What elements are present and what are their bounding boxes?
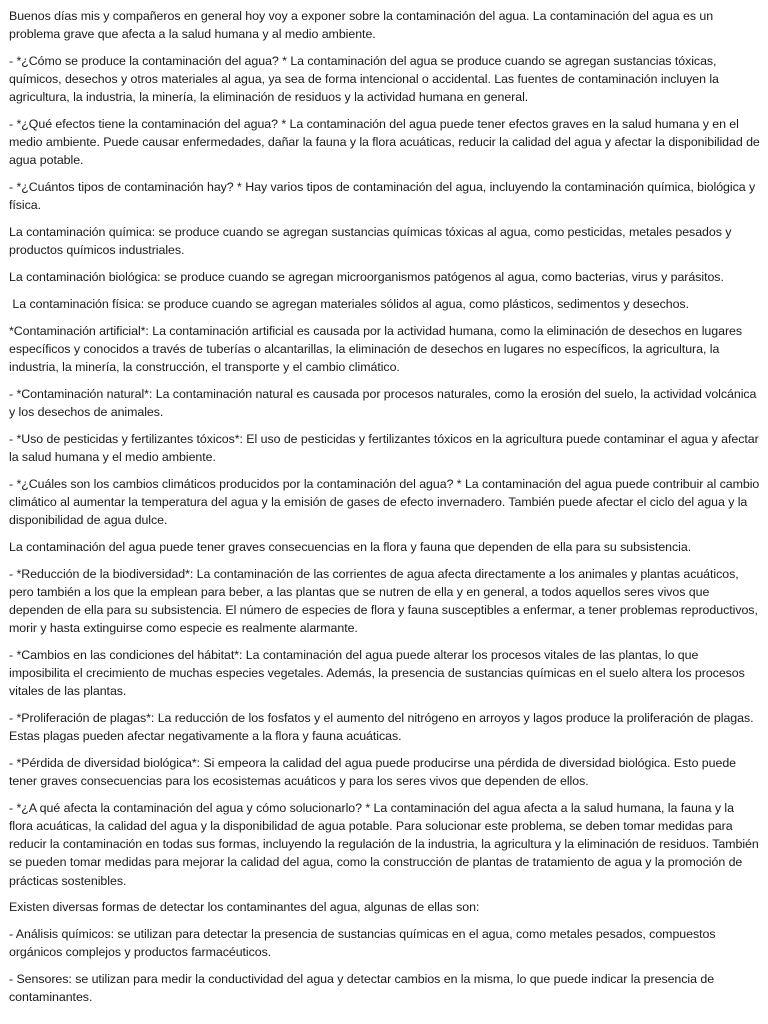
paragraph-intro: Buenos días mis y compañeros en general hoy voy a exponer sobre la contaminación del agua. La contaminación del agua es un problema grave que afecta a la salud humana y al medio ambiente. [9, 9, 717, 42]
paragraph-solutions: - *¿A qué afecta la contaminación del agua y cómo solucionarlo? * La contaminación del agua afecta a la salud humana, la fauna y la flora acuáticas, la calidad del agua y la disponibilidad de agua potable. Para solucionar este problema, se deben tomar medidas para reducir la contaminación en todas sus formas, incluyendo la regulación de la industria, la agricultura y la eliminación de residuos. También se pueden tomar medidas para mejorar la calidad del agua, como la construcción de plantas de tratamiento de agua y la promoción de prácticas sostenibles. [9, 801, 763, 888]
paragraph-physical: La contaminación física: se produce cuando se agregan materiales sólidos al agua, como plásticos, sedimentos y desechos. [9, 297, 689, 311]
paragraph-chemical: La contaminación química: se produce cuando se agregan sustancias químicas tóxicas al agua, como pesticidas, metales pesados y productos químicos industriales. [9, 225, 735, 258]
paragraph-effects: - *¿Qué efectos tiene la contaminación del agua? * La contaminación del agua puede tener efectos graves en la salud humana y en el medio ambiente. Puede causar enfermedades, dañar la fauna y la flora acuáticas, reducir la calidad del agua y afectar la disponibilidad de agua potable. [9, 117, 764, 168]
paragraph-sensors: - Sensores: se utilizan para medir la conductividad del agua y detectar cambios en la misma, lo que puede indicar la presencia de contaminantes. [9, 972, 718, 1005]
paragraph-how-produced: - *¿Cómo se produce la contaminación del agua? * La contaminación del agua se produce cuando se agregan sustancias tóxicas, químicos, desechos y otros materiales al agua, ya sea de forma intencional o accidental. Las fuentes de contaminación incluyen la agricultura, la industria, la minería, la eliminación de residuos y la actividad humana en general. [9, 53, 723, 105]
paragraph-chemical-analysis: - Análisis químicos: se utilizan para detectar la presencia de sustancias químicas en el agua, como metales pesados, compuestos orgánicos complejos y productos farmacéuticos. [9, 927, 719, 960]
paragraph-natural: - *Contaminación natural*: La contaminación natural es causada por procesos naturales, como la erosión del suelo, la actividad volcánica y los desechos de animales. [9, 386, 760, 420]
paragraph-detection-intro: Existen diversas formas de detectar los contaminantes del agua, algunas de ellas son: [9, 900, 480, 915]
paragraph-types: - *¿Cuántos tipos de contaminación hay? * Hay varios tipos de contaminación del agua, incluyendo la contaminación química, biológica y física. [9, 180, 759, 213]
paragraph-biodiversity: - *Reducción de la biodiversidad*: La contaminación de las corrientes de agua afecta directamente a los animales y plantas acuáticos, pero también a los que la emplean para beber, a las plantas que se nutren de ella y en general, a todos aquellos seres vivos que dependen de ella para su subsistencia. El número de especies de flora y fauna susceptibles a enfermar, a tener problemas reproductivos, morir y hasta extinguirse como especie es realmente alarmante. [9, 566, 762, 636]
paragraph-pesticides: - *Uso de pesticidas y fertilizantes tóxicos*: El uso de pesticidas y fertilizantes tóxicos en la agricultura puede contaminar el agua y afectar la salud humana y el medio ambiente. [9, 431, 763, 465]
paragraph-flora-fauna: La contaminación del agua puede tener graves consecuencias en la flora y fauna que dependen de ella para su subsistencia. [9, 540, 692, 555]
paragraph-diversity-loss: - *Pérdida de diversidad biológica*: Si empeora la calidad del agua puede producirse una pérdida de diversidad biológica. Esto puede tener graves consecuencias para los ecosistemas acuáticos y para los seres vivos que dependen de ellos. [9, 756, 740, 789]
paragraph-habitat: - *Cambios en las condiciones del hábitat*: La contaminación del agua puede alterar los procesos vitales de las plantas, lo que imposibilita el crecimiento de muchas especies vegetales. Además, la presencia de sustancias químicas en el suelo altera los procesos vitales de las plantas. [9, 648, 749, 699]
paragraph-artificial: *Contaminación artificial*: La contaminación artificial es causada por la actividad humana, como la eliminación de desechos en lugares específicos y conocidos a través de tuberías o alcantarillas, la eliminación de desechos en lugares no específicos, la agricultura, la industria, la minería, la construcción, el transporte y el cambio climático. [9, 323, 746, 375]
paragraph-biological: La contaminación biológica: se produce cuando se agregan microorganismos patógenos al agua, como bacterias, virus y parásitos. [9, 270, 724, 285]
paragraph-pests: - *Proliferación de plagas*: La reducción de los fosfatos y el aumento del nitrógeno en arroyos y lagos produce la proliferación de plagas. Estas plagas pueden afectar negativamente a la flora y fauna acuáticas. [9, 711, 757, 744]
paragraph-climate: - *¿Cuáles son los cambios climáticos producidos por la contaminación del agua? * La contaminación del agua puede contribuir al cambio climático al aumentar la temperatura del agua y la emisión de gases de efecto invernadero. También puede afectar el ciclo del agua y la disponibilidad de agua dulce. [9, 476, 763, 528]
